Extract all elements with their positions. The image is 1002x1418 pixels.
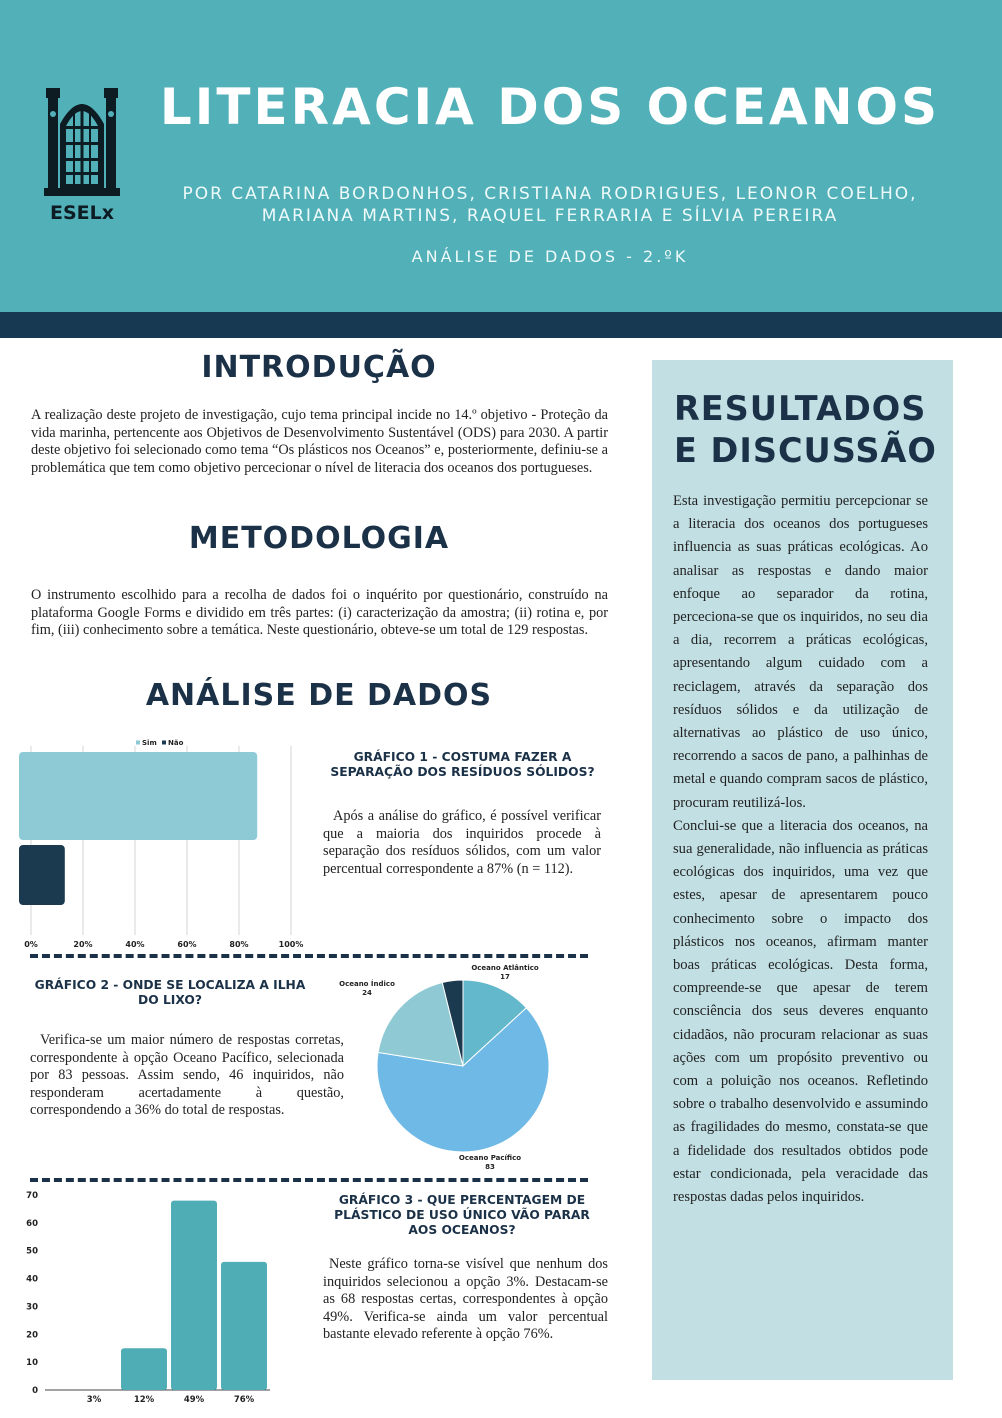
resultados-paragraph-1: Esta investigação permitiu percepcionar se a literacia dos oceanos dos portugueses influencia as suas práticas ecológicas. Ao analisar as respostas e dando maior enfoque ao separador da rotina, perceciona-se que os inquiridos, no seu dia a dia, recorrem a práticas ecológicas, apresentando algum cuidado com a reciclagem, através da separação dos resíduos sólidos e da utilização de alternativas ao plástico de uso único, recorrendo a sacos de pano, a palhinhas de metal e quando compram sacos de plástico, procuram reutilizá-los. xyxy=(673,493,928,811)
resultados-panel xyxy=(652,360,953,1380)
y-tick-label: 10 xyxy=(26,1358,38,1369)
legend-swatch xyxy=(136,741,140,745)
legend-swatch xyxy=(162,741,166,745)
pie-label: Oceano Índico 24 xyxy=(339,980,395,997)
subtitle: ANÁLISE DE DADOS - 2.ºK xyxy=(411,247,689,266)
header-band xyxy=(0,312,1002,338)
grafico3-title: GRÁFICO 3 - QUE PERCENTAGEM DE PLÁSTICO DE USO ÚNICO VÃO PARAR AOS OCEANOS? xyxy=(334,1193,590,1237)
pie-label: Oceano Atlântico 17 xyxy=(471,964,539,981)
bar-no xyxy=(19,845,65,905)
x-tick-label: 60% xyxy=(177,940,197,949)
x-tick-label: 20% xyxy=(73,940,93,949)
bar-sim xyxy=(19,752,257,840)
y-tick-label: 0 xyxy=(32,1386,38,1396)
y-tick-label: 20 xyxy=(26,1330,38,1341)
introducao-text: A realização deste projeto de investigação, cujo tema principal incide no 14.º objetivo - Proteção da vida marinha, pertencente aos Objetivos de Desenvolvimento Sustentável (ODS) para 2030. A partir deste objetivo foi selecionado como tema “Os plásticos nos Oceanos” e, posteriormente, definiu-se a problemática que tem como objetivo percecionar o nível de literacia dos oceanos dos portugueses. xyxy=(31,407,608,476)
y-tick-label: 30 xyxy=(26,1302,38,1313)
y-tick-label: 50 xyxy=(26,1246,38,1257)
authors: POR CATARINA BORDONHOS, CRISTIANA RODRIGUES, LEONOR COELHO, MARIANA MARTINS, RAQUEL FERRARIA E SÍLVIA PEREIRA xyxy=(182,184,918,226)
metodologia-text: O instrumento escolhido para a recolha de dados foi o inquérito por questionário, construído na plataforma Google Forms e dividido em três partes: (i) caracterização da amostra; (ii) rotina e, por fim, (iii) conhecimento sobre a temática. Neste questionário, obteve-se um total de 129 respostas. xyxy=(31,587,608,638)
grafico1-text: Após a análise do gráfico, é possível verificar que a maioria dos inquiridos procede à separação dos resíduos sólidos, com um valor percentual correspondente a 87% (n = 112). xyxy=(323,808,601,877)
grafico1-title: GRÁFICO 1 - COSTUMA FAZER A SEPARAÇÃO DOS RESÍDUOS SÓLIDOS? xyxy=(330,750,595,779)
y-tick-label: 60 xyxy=(26,1218,38,1229)
analise-title: ANÁLISE DE DADOS xyxy=(145,678,493,713)
metodologia-title: METODOLOGIA xyxy=(188,521,450,556)
grafico3-text: Neste gráfico torna-se visível que nenhum dos inquiridos selecionou a opção 3%. Destacam-se as 68 respostas certas, correspondentes à opção 49%. Verifica-se ainda um valor percentual bastante elevado referente à opção 76%. xyxy=(323,1256,608,1342)
grafico2-title: GRÁFICO 2 - ONDE SE LOCALIZA A ILHA DO LIXO? xyxy=(34,978,306,1007)
grafico1-chart xyxy=(20,732,315,952)
eselx-logo xyxy=(44,84,120,229)
x-tick-label: 49% xyxy=(183,1395,205,1405)
grafico2-chart xyxy=(339,960,585,1175)
x-tick-label: 100% xyxy=(278,940,304,949)
divider-2 xyxy=(30,1178,588,1182)
bar-76pct xyxy=(221,1262,267,1390)
x-tick-label: 12% xyxy=(133,1395,155,1405)
pie-label: Oceano Pacífico 83 xyxy=(458,1154,522,1171)
resultados-title: RESULTADOS E DISCUSSÃO xyxy=(674,389,937,470)
header xyxy=(0,0,1002,312)
grafico2-text: Verifica-se um maior número de respostas corretas, correspondente à opção Oceano Pacífico, selecionada por 83 pessoas. Assim sendo, 46 inquiridos, não responderam acertadamente à questão, correspondendo a 36% do total de respostas. xyxy=(30,1032,344,1118)
y-tick-label: 70 xyxy=(26,1191,38,1201)
x-tick-label: 3% xyxy=(86,1395,102,1405)
divider-1 xyxy=(30,954,588,958)
grafico3-chart xyxy=(20,1184,280,1409)
y-tick-label: 40 xyxy=(26,1274,38,1285)
x-tick-label: 76% xyxy=(233,1395,255,1405)
resultados-text xyxy=(673,490,928,1209)
bar-12pct xyxy=(121,1348,167,1390)
legend-label: Não xyxy=(168,739,184,747)
logo-text: ESELx xyxy=(49,202,114,224)
x-tick-label: 0% xyxy=(24,940,38,949)
page-title: LITERACIA DOS OCEANOS xyxy=(159,78,941,136)
building-window-logo-icon xyxy=(44,84,120,196)
legend-label: Sim xyxy=(142,739,157,747)
x-tick-label: 80% xyxy=(229,940,249,949)
bar-49pct xyxy=(171,1201,217,1390)
x-tick-label: 40% xyxy=(125,940,145,949)
introducao-title: INTRODUÇÃO xyxy=(201,350,437,385)
resultados-paragraph-2: Conclui-se que a literacia dos oceanos, na sua generalidade, não influencia as práticas ecológicas dos inquiridos, uma vez que estes, apesar de apresentarem pouco conhecimento sobre o impacto dos plásticos nos oceanos, afirmam manter boas práticas ecológicas. Desta forma, compreende-se que apesar de terem consciência dos seus deveres enquanto cidadãos, não procuram relacionar as suas ações com um propósito preventivo ou com a poluição nos oceanos. Refletindo sobre o trabalho desenvolvido e assumindo as fragilidades do mesmo, constata-se que a fidelidade dos resultados obtidos pode estar condicionada, pela veracidade das respostas dadas pelos inquiridos. xyxy=(673,817,928,1206)
